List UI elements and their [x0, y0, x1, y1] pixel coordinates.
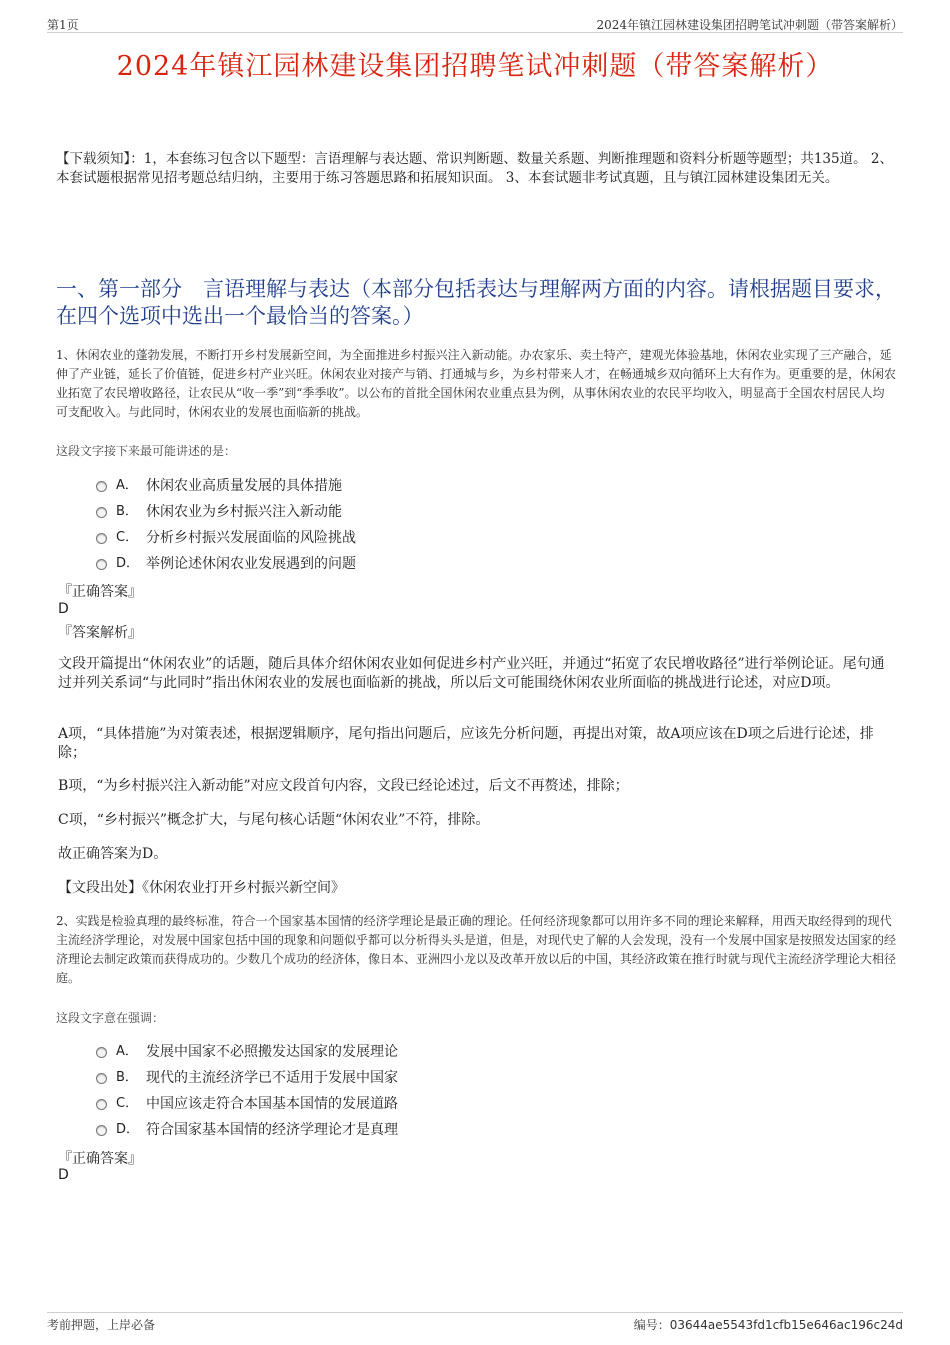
question-2-option-c[interactable]	[96, 1094, 398, 1114]
option-text: 举例论述休闲农业发展遇到的问题	[146, 556, 356, 572]
option-letter: A．	[116, 1044, 138, 1059]
option-letter: B．	[116, 1070, 138, 1085]
option-text: 发展中国家不必照搬发达国家的发展理论	[146, 1044, 398, 1060]
analysis-conclusion: 故正确答案为D。	[58, 846, 168, 862]
question-1-option-c[interactable]	[96, 528, 356, 548]
analysis-label: 『答案解析』	[58, 625, 142, 641]
option-letter: B．	[116, 504, 138, 519]
correct-answer: D	[58, 601, 69, 617]
radio-icon[interactable]	[96, 1125, 107, 1136]
option-letter: D．	[116, 556, 140, 571]
question-1-text: 1、休闲农业的蓬勃发展，不断打开乡村发展新空间，为全面推进乡村振兴注入新动能。办农家乐、卖土特产，建观光体验基地，休闲农业实现了三产融合，延伸了产业链，延长了价值链，促进乡村产业兴旺。休闲农业对接产与销、打通城与乡，为乡村带来人才，在畅通城乡双向循环上大有作为。更重要的是，休闲农业拓宽了农民增收路径，让农民从“收一季”到“季季收”。以公布的首批全国休闲农业重点县为例，从事休闲农业的农民平均收入，明显高于全国农村居民人均可支配收入。与此同时，休闲农业的发展也面临新的挑战。	[56, 348, 897, 419]
radio-icon[interactable]	[96, 533, 107, 544]
option-text: 分析乡村振兴发展面临的风险挑战	[146, 530, 356, 546]
correct-answer-label: 『正确答案』	[58, 584, 142, 600]
footer-slogan: 考前押题，上岸必备	[47, 1318, 156, 1332]
correct-answer: D	[58, 1167, 69, 1183]
question-2-option-d[interactable]	[96, 1120, 398, 1140]
radio-icon[interactable]	[96, 1099, 107, 1110]
option-text: 现代的主流经济学已不适用于发展中国家	[146, 1070, 398, 1086]
header-doc-title: 2024年镇江园林建设集团招聘笔试冲刺题（带答案解析）	[596, 18, 903, 32]
question-2-text: 2、实践是检验真理的最终标准，符合一个国家基本国情的经济学理论是最正确的理论。任何经济现象都可以用许多不同的理论来解释，用西天取经得到的现代主流经济学理论，对发展中国家包括中国的现象和问题似乎都可以分析得头头是道，但是，对现代史了解的人会发现，没有一个发展中国家是按照发达国家的经济理论去制定政策而获得成功的。少数几个成功的经济体，像日本、亚洲四小龙以及改革开放以后的中国，其经济政策在推行时就与现代主流经济学理论大相径庭。	[56, 914, 897, 985]
analysis-paragraph: B项，“为乡村振兴注入新动能”对应文段首句内容，文段已经论述过，后文不再赘述，排除；	[58, 778, 629, 794]
radio-icon[interactable]	[96, 1047, 107, 1058]
footer-code	[634, 1316, 903, 1333]
option-letter: A．	[116, 478, 138, 493]
page-number: 第1页	[47, 18, 79, 32]
section-heading: 一、第一部分 言语理解与表达（本部分包括表达与理解两方面的内容。请根据题目要求，在四个选项中选出一个最恰当的答案。）	[56, 277, 896, 328]
analysis-paragraph: A项，“具体措施”为对策表述，根据逻辑顺序，尾句指出问题后，应该先分析问题，再提出对策，故A项应该在D项之后进行论述，排除；	[58, 726, 874, 761]
option-text: 休闲农业高质量发展的具体措施	[146, 478, 342, 494]
option-letter: D．	[116, 1122, 140, 1137]
page-footer	[47, 1312, 903, 1333]
option-text: 符合国家基本国情的经济学理论才是真理	[146, 1122, 398, 1138]
download-notice: 【下载须知】：1，本套练习包含以下题型：言语理解与表达题、常识判断题、数量关系题、判断推理题和资料分析题等题型；共135道。 2、本套试题根据常见招考题总结归纳，主要用于练习答题思路和拓展知识面。 3、本套试题非考试真题，且与镇江园林建设集团无关。	[56, 151, 893, 186]
footer-code-label: 编号：	[633, 1318, 670, 1332]
page-title: 2024年镇江园林建设集团招聘笔试冲刺题（带答案解析）	[116, 51, 834, 82]
option-text: 中国应该走符合本国基本国情的发展道路	[146, 1096, 398, 1112]
option-letter: C．	[116, 1096, 139, 1111]
radio-icon[interactable]	[96, 1073, 107, 1084]
question-1-option-d[interactable]	[96, 554, 356, 574]
question-2-option-a[interactable]	[96, 1042, 398, 1062]
option-text: 休闲农业为乡村振兴注入新动能	[146, 504, 342, 520]
question-1-option-b[interactable]	[96, 502, 342, 522]
question-1-prompt: 这段文字接下来最可能讲述的是：	[56, 444, 237, 458]
question-2-option-b[interactable]	[96, 1068, 398, 1088]
analysis-paragraph: C项，“乡村振兴”概念扩大，与尾句核心话题“休闲农业”不符，排除。	[58, 812, 490, 828]
source-citation: 【文段出处】《休闲农业打开乡村振兴新空间》	[58, 880, 345, 896]
radio-icon[interactable]	[96, 481, 107, 492]
correct-answer-label: 『正确答案』	[58, 1151, 142, 1167]
radio-icon[interactable]	[96, 559, 107, 570]
question-2-prompt: 这段文字意在强调：	[56, 1011, 165, 1025]
page-header	[47, 16, 903, 33]
radio-icon[interactable]	[96, 507, 107, 518]
option-letter: C．	[116, 530, 139, 545]
footer-code-value: 03644ae5543fd1cfb15e646ac196c24d	[669, 1318, 903, 1332]
analysis-paragraph: 文段开篇提出“休闲农业”的话题，随后具体介绍休闲农业如何促进乡村产业兴旺，并通过“拓宽了农民增收路径”进行举例论证。尾句通过并列关系词“与此同时”指出休闲农业的发展也面临新的挑战，所以后文可能围绕休闲农业所面临的挑战进行论述，对应D项。	[58, 656, 885, 691]
question-1-option-a[interactable]	[96, 476, 342, 496]
